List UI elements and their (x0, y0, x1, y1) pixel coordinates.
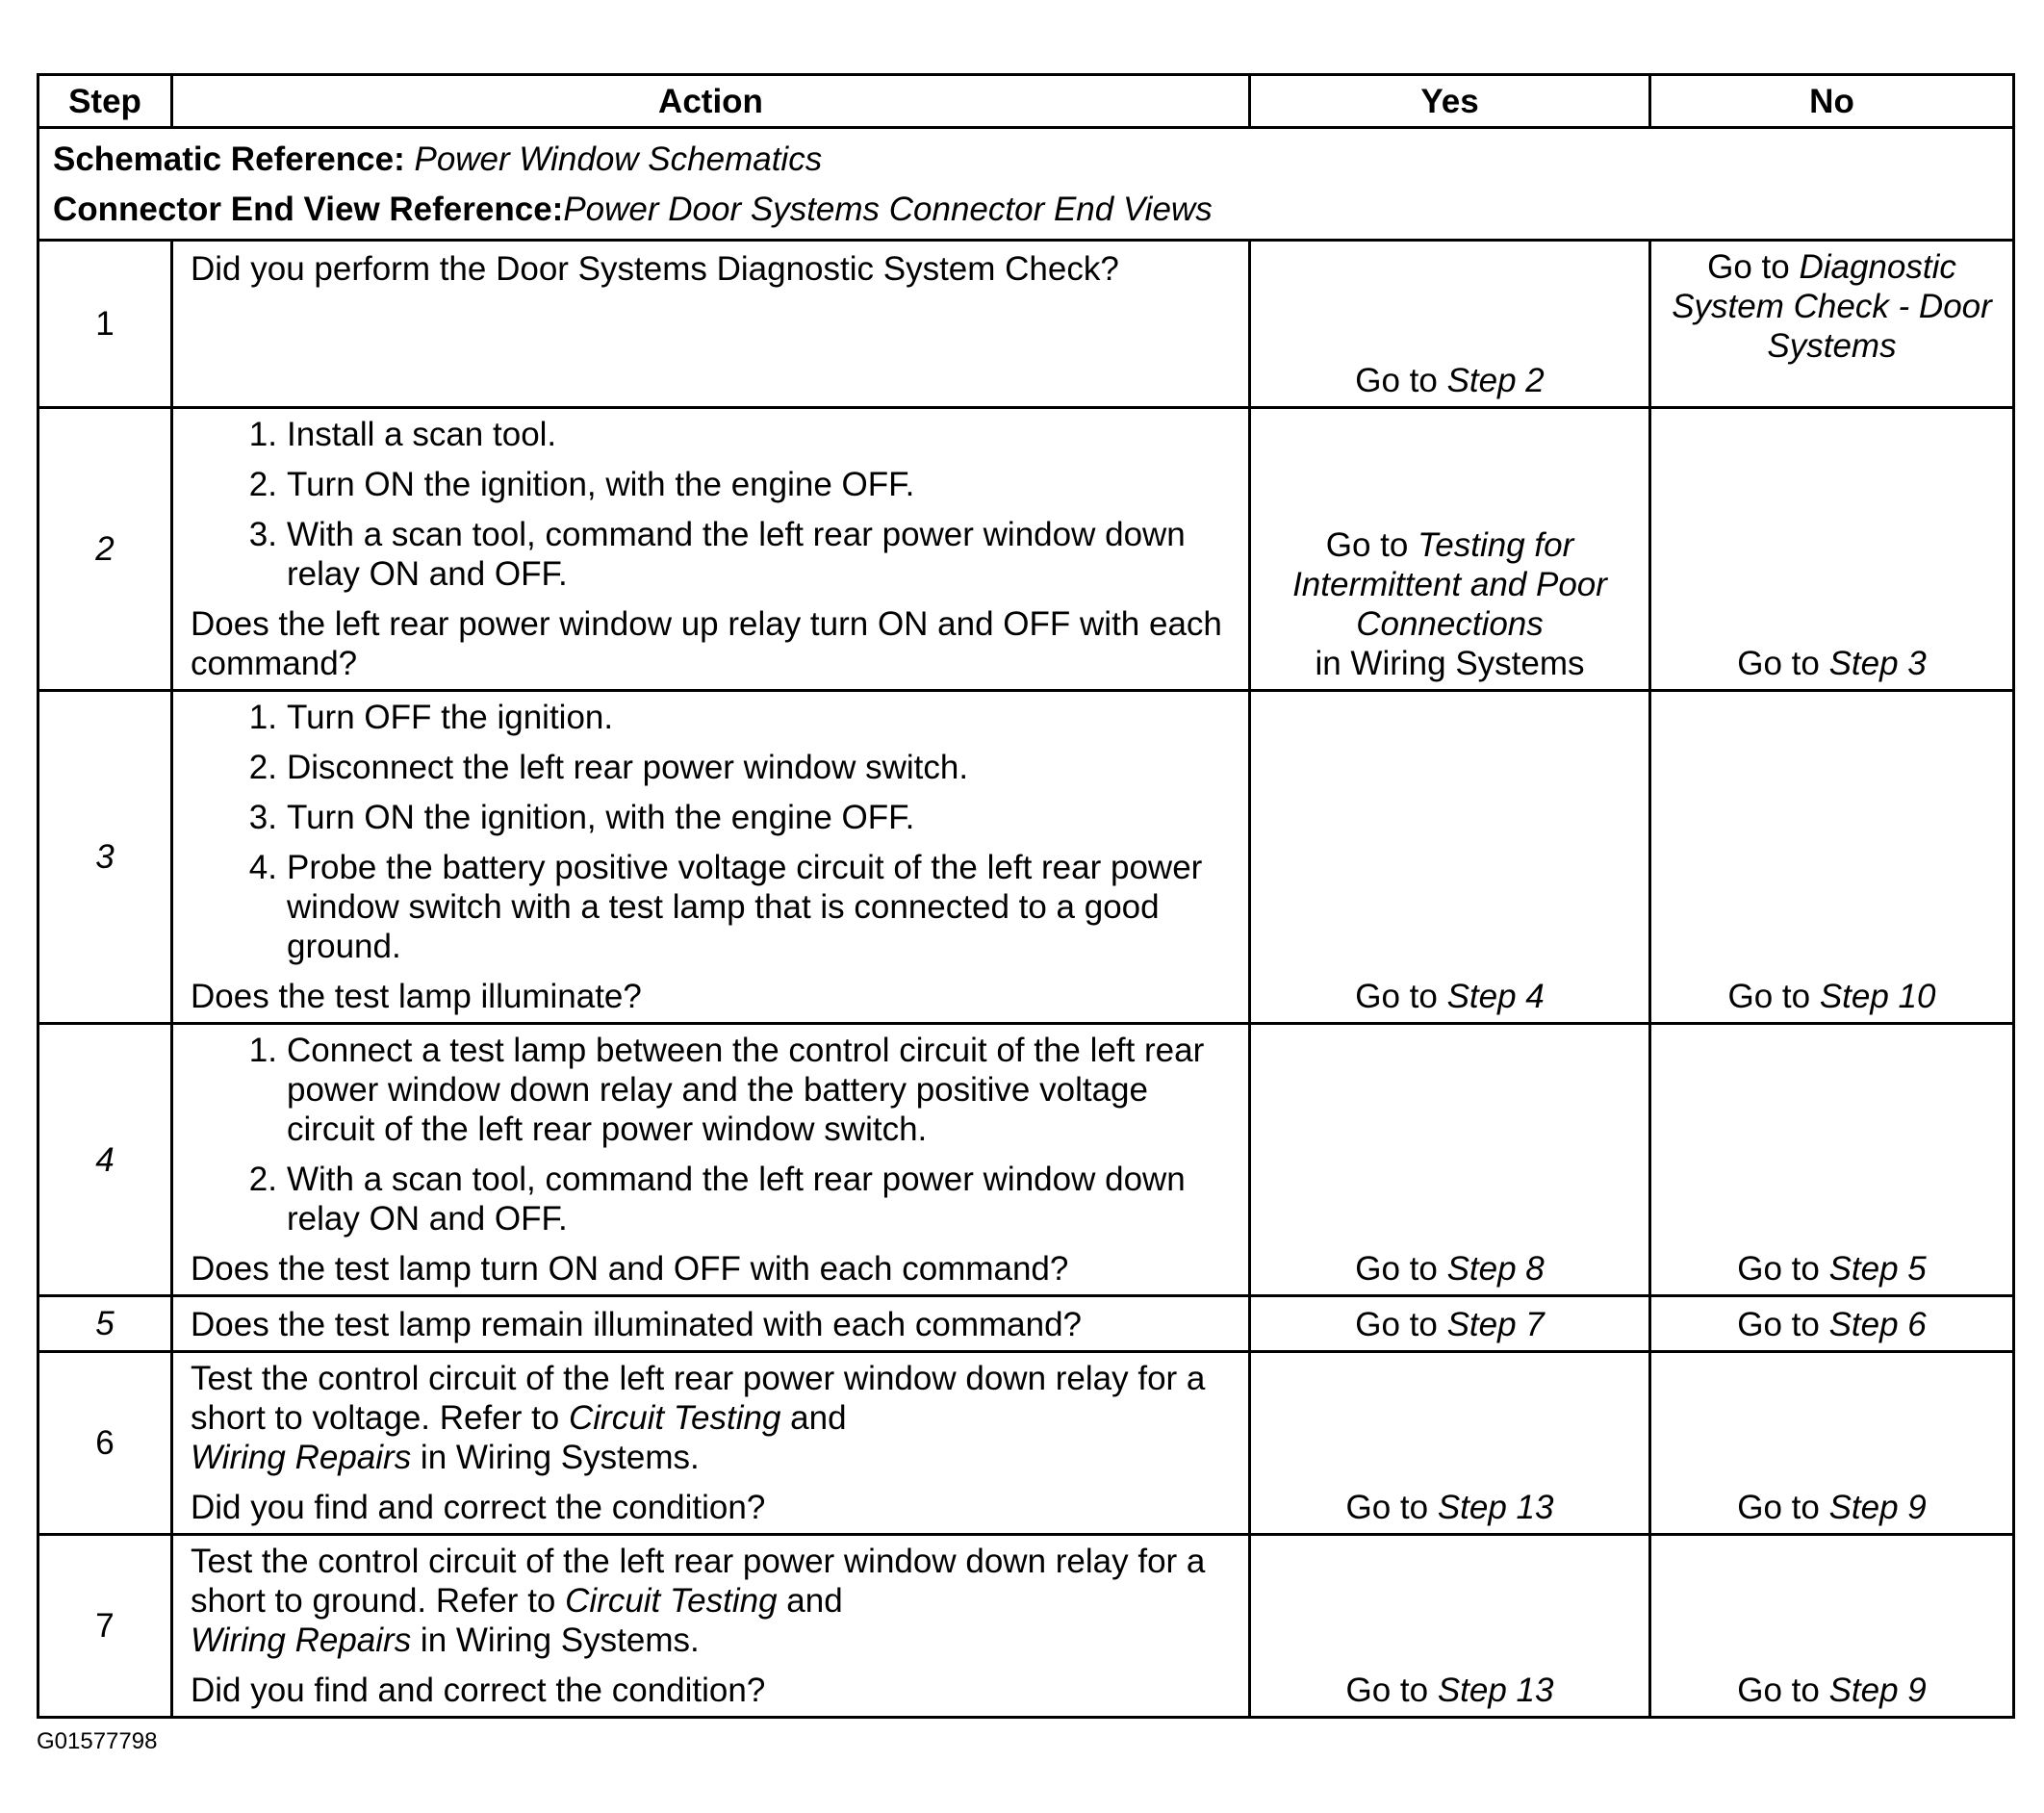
yes-link[interactable]: Step 4 (1446, 978, 1545, 1015)
yes-cell (1250, 408, 1650, 691)
table-row (38, 691, 2014, 1024)
no-prefix: Go to (1737, 1489, 1829, 1526)
action-cell (172, 1024, 1250, 1296)
list-number: 2. (248, 749, 277, 786)
no-prefix: Go to (1737, 1306, 1829, 1343)
reference-cell (38, 128, 2014, 241)
no-link[interactable]: Step 6 (1828, 1306, 1927, 1343)
action-cell (172, 241, 1250, 408)
instruction-text: Test the control circuit of the left rear power window down relay for a short to ground. Refer to (191, 1543, 1206, 1620)
circuit-testing-link[interactable]: Circuit Testing (565, 1582, 778, 1620)
list-number: 2. (248, 466, 277, 503)
action-cell (172, 691, 1250, 1024)
yes-cell (1250, 241, 1650, 408)
yes-prefix: Go to (1355, 1250, 1447, 1288)
no-prefix: Go to (1707, 248, 1800, 286)
list-item (191, 1031, 1235, 1149)
no-link[interactable]: Step 9 (1828, 1672, 1927, 1709)
list-number: 2. (248, 1161, 277, 1198)
wiring-repairs-link[interactable]: Wiring Repairs (191, 1439, 412, 1476)
list-item (191, 465, 1235, 504)
list-number: 3. (248, 799, 277, 836)
circuit-testing-link[interactable]: Circuit Testing (568, 1399, 781, 1437)
table-row (38, 1024, 2014, 1296)
no-cell (1650, 691, 2014, 1024)
instruction-text: in Wiring Systems. (411, 1439, 700, 1476)
list-item (191, 748, 1235, 787)
step-question: Does the left rear power window up relay turn ON and OFF with each command? (191, 605, 1222, 682)
list-number: 3. (248, 516, 277, 553)
diagnostic-table (37, 73, 2015, 1719)
yes-cell (1250, 691, 1650, 1024)
connector-reference (53, 185, 1999, 235)
list-text: Turn OFF the ignition. (287, 699, 614, 736)
schematic-reference-link[interactable]: Power Window Schematics (414, 140, 823, 178)
yes-cell (1250, 1352, 1650, 1535)
schematic-reference (53, 135, 1999, 185)
yes-prefix: Go to (1325, 526, 1418, 564)
step-number: 6 (38, 1352, 172, 1535)
step-number: 7 (38, 1535, 172, 1718)
table-row (38, 1352, 2014, 1535)
no-prefix: Go to (1737, 1250, 1829, 1288)
no-prefix: Go to (1737, 645, 1829, 682)
step-number: 5 (38, 1296, 172, 1352)
header-row (38, 75, 2014, 128)
table-row (38, 1296, 2014, 1352)
no-prefix: Go to (1727, 978, 1820, 1015)
list-text: Turn ON the ignition, with the engine OFF. (287, 799, 915, 836)
action-cell (172, 1296, 1250, 1352)
action-list (191, 698, 1235, 966)
step-question: Did you find and correct the condition? (191, 1672, 766, 1709)
list-number: 4. (248, 849, 277, 886)
yes-prefix: Go to (1345, 1672, 1438, 1709)
connector-reference-label: Connector End View Reference: (53, 191, 564, 228)
step-number: 3 (38, 691, 172, 1024)
yes-cell (1250, 1024, 1650, 1296)
list-text: With a scan tool, command the left rear power window down relay ON and OFF. (287, 1161, 1186, 1238)
list-item (191, 515, 1235, 594)
reference-row (38, 128, 2014, 241)
list-item (191, 1160, 1235, 1238)
yes-cell (1250, 1296, 1650, 1352)
list-item (191, 698, 1235, 737)
list-item (191, 798, 1235, 837)
header-step: Step (38, 75, 172, 128)
yes-link[interactable]: Step 2 (1446, 362, 1545, 399)
connector-reference-link[interactable]: Power Door Systems Connector End Views (563, 191, 1213, 228)
yes-link[interactable]: Testing for Intermittent and Poor Connections (1292, 526, 1607, 643)
yes-prefix: Go to (1355, 978, 1447, 1015)
wiring-repairs-link[interactable]: Wiring Repairs (191, 1621, 412, 1659)
schematic-reference-label: Schematic Reference: (53, 140, 405, 178)
no-link[interactable]: Diagnostic System Check - Door Systems (1672, 248, 1992, 365)
step-number: 2 (38, 408, 172, 691)
step-question: Did you find and correct the condition? (191, 1489, 766, 1526)
header-no: No (1650, 75, 2014, 128)
instruction-text: and (777, 1582, 843, 1620)
list-text: With a scan tool, command the left rear power window down relay ON and OFF. (287, 516, 1186, 593)
step-instruction (191, 1542, 1235, 1660)
no-cell (1650, 408, 2014, 691)
instruction-text: in Wiring Systems. (411, 1621, 700, 1659)
yes-link[interactable]: Step 13 (1437, 1489, 1554, 1526)
yes-link[interactable]: Step 7 (1446, 1306, 1545, 1343)
no-link[interactable]: Step 10 (1819, 978, 1936, 1015)
no-prefix: Go to (1737, 1672, 1829, 1709)
action-cell (172, 1535, 1250, 1718)
figure-id: G01577798 (37, 1728, 158, 1754)
table-row (38, 1535, 2014, 1718)
table-row (38, 241, 2014, 408)
list-number: 1. (248, 699, 277, 736)
instruction-text: Test the control circuit of the left rear power window down relay for a short to voltage. Refer to (191, 1360, 1206, 1437)
no-link[interactable]: Step 5 (1828, 1250, 1927, 1288)
yes-link[interactable]: Step 8 (1446, 1250, 1545, 1288)
action-list (191, 1031, 1235, 1238)
action-cell (172, 408, 1250, 691)
step-instruction (191, 1359, 1235, 1477)
table-row (38, 408, 2014, 691)
list-number: 1. (248, 1032, 277, 1069)
step-question: Did you perform the Door Systems Diagnostic System Check? (191, 250, 1119, 288)
no-link[interactable]: Step 3 (1828, 645, 1927, 682)
no-cell (1650, 1024, 2014, 1296)
list-text: Install a scan tool. (287, 416, 557, 453)
no-cell (1650, 1352, 2014, 1535)
list-text: Probe the battery positive voltage circuit of the left rear power window switch with a test lamp that is connected to a good ground. (287, 849, 1203, 965)
action-list (191, 415, 1235, 594)
yes-prefix: Go to (1355, 362, 1447, 399)
no-cell (1650, 241, 2014, 408)
step-number: 1 (38, 241, 172, 408)
list-text: Turn ON the ignition, with the engine OFF. (287, 466, 915, 503)
list-number: 1. (248, 416, 277, 453)
action-cell (172, 1352, 1250, 1535)
list-item (191, 415, 1235, 454)
yes-prefix: Go to (1355, 1306, 1447, 1343)
step-number: 4 (38, 1024, 172, 1296)
no-cell (1650, 1535, 2014, 1718)
step-question: Does the test lamp turn ON and OFF with each command? (191, 1250, 1069, 1288)
instruction-text: and (780, 1399, 847, 1437)
step-question: Does the test lamp remain illuminated with each command? (191, 1306, 1082, 1343)
no-cell (1650, 1296, 2014, 1352)
list-item (191, 848, 1235, 966)
step-question: Does the test lamp illuminate? (191, 978, 642, 1015)
yes-link[interactable]: Step 13 (1437, 1672, 1554, 1709)
yes-cell (1250, 1535, 1650, 1718)
header-yes: Yes (1250, 75, 1650, 128)
list-text: Disconnect the left rear power window switch. (287, 749, 969, 786)
list-text: Connect a test lamp between the control circuit of the left rear power window down relay and the battery positive voltage circuit of the left rear power window switch. (287, 1032, 1205, 1148)
yes-prefix: Go to (1345, 1489, 1438, 1526)
no-link[interactable]: Step 9 (1828, 1489, 1927, 1526)
yes-suffix: in Wiring Systems (1315, 645, 1585, 682)
header-action: Action (172, 75, 1250, 128)
